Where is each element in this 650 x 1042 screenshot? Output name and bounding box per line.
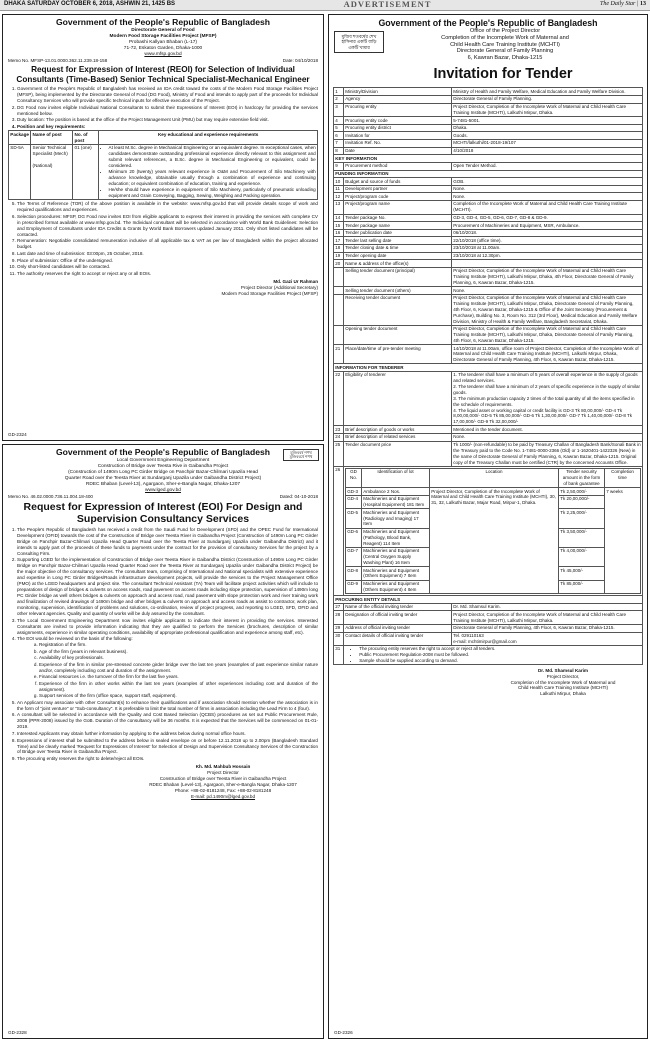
ad1-memo-row: Memo No. MFSP-13.01.0000.362.11.239.18-158 Date: 04/10/2018 <box>8 58 318 64</box>
ad1-list-a <box>8 86 318 130</box>
table-row: 12 Project/program code None. <box>334 193 643 201</box>
masthead-paper: The Daily Star | 13 <box>600 1 646 8</box>
table-row: 5 Procuring entity district Dhaka. <box>334 124 643 132</box>
list-item: 6. A consultant will be selected in accordance with the Quality and Cost Based Selection (QCBS) procedures as set out Public Procurement Rule, 2008 (PPR-2008) issued by the GoB. Duration of the consultancy will be 36 months. It is expected that the Services will be commenced on 01-01-2019. <box>17 712 318 730</box>
table-row: 27 Name of the official inviting tender Dr. Md. Shamsul Karim. <box>334 603 643 611</box>
table-row: 4 Procuring entity code 5-7481-5001. <box>334 117 643 125</box>
table-row: 18 Tender closing date & time 23/10/2018 at 11.00am. <box>334 245 643 253</box>
list-item: 9. The procuring entity reserves the right to delete/reject all EOIs. <box>17 756 318 762</box>
list-item: 4. The EOI would be reviewed on the basis of the following: a. Registration of the firm. b. Age of the firm (years in relevant business). c. Availability of key professionals. d. Experience of the firm in similar pre-stressed concrete girder bridge over the last ten years (examples of past experience similar nature and/or, completely including cost and duration of the assignment. e. Financial resources i.e. the turnover of the firm for the last five years. f. Experience of the firm in other works within the last ten years (examples of other experiences including cost and duration of the assignment). g. Support services of the firm (office space, support staff, equipment). <box>17 636 318 699</box>
ad1-position-table: Package Name of post No. of post Key educational and experience requirements SD-5A Senior Technical Specialist (Mech) (National) 01 (one) • At least M.Sc. degree in Mechanical Engineering or an equivalent degree. In exceptional cases, when candidates demonstrate outstanding professional experience directly relevant to this assignment and submit relevant references, a B.Sc. degree in Mechanical Engineering or equivalent, could be considered. • Minimum 20 (twenty) years relevant experience in O&M and Procurement of Silo Machinery with advance knowledge, obtainable usually through a combination of experience and continuing education; or equivalent combination of education, training and experience. • He/she should have experience in equipment of Silo Machinery, particularly of pneumatic unloading equipment and Grain Conveying, Bagging, Sewing, Weighing and Packing operation. <box>8 130 318 200</box>
table-row: 17 Tender last selling date 22/10/2018 (office time). <box>334 237 643 245</box>
table-row: 26 GD No. Identification of lot Location Tender security amount in the form of bank guarantee Completion time GD-3 Ambulance 2 Nos. Project Director, Completion of the Incomplete Work of Maternal and Child Health Care Training Institute (MCHTI), 30, 31, 32, Lalkuthi Bazar, Majar Road, Mirpur-1, Dhaka. Tk 2,50,000/- 7 weeks GD-4 Machineries and Equipment (Hospital Equipment) 181 Item Tk 20,00,000/- GD-5 Machineries and Equipment (Radiology and Imaging) 17 Item Tk 2,25,000/- GD-6 Machineries and Equipment (Pathology, Blood Bank, Reagent) 114 Item Tk 3,50,000/- GD-7 Machineries and Equipment (Central Oxygen Supply Washing Plant) 16 Item Tk 4,00,000/- GD-8 Machineries and Equipment (Others Equipment) 7 Item Tk 45,000/- GD-9 Machineries and Equipment (Others Equipment) 4 Item Tk 85,000/- <box>334 466 643 595</box>
table-row: 7 Invitation Ref. No. MCHTI/lalkuthi/01-2018-19/107 <box>334 140 643 148</box>
table-row: 25 Tender document price Tk 1000/- (non-refundable) to be paid by Treasury Challan of Bangladesh Bank/Sonali Bank in the Treasury paid to the Code No. 1-7481-0000-2366 (Old) or 1-1620401-1422326 (New) in the name of Directorate General of Family Planning, 6, Kawran Bazar, Dhaka-1215. Original copy of the Treasury Challan must be certified (CTR) by the concerned Accounts Office. <box>335 442 641 465</box>
table-row: 23 Brief description of goods or works Mentioned in the tender document. <box>334 426 643 434</box>
ad2-heading: Government of the People's Republic of Bangladesh <box>55 447 271 457</box>
lot-location: Project Director, Completion of the Incomplete Work of Maternal and Child Health Care Training Institute (MCHTI), 30, 31, 32, Lalkuthi Bazar, Majar Road, Mirpur-1, Dhaka. <box>430 488 559 594</box>
ad3-title: Invitation for Tender <box>433 65 573 82</box>
list-item: 2. Supporting LGED for the implementation of Construction of Bridge over Teesta River in Gaibandha District (Construction of 1490m Long PC Girder Bridge on Panchpir Bazar-Chilmari Upazila Head Quarter Road over the Teesta River at Sundarganj Upazila under Gaibandha District Project) be the major objective of the consultancy services. The consultant team, comprising of International and National specialists with extensive experience and expertise in Long PC Girder Bridges/Roads infrastructure development projects, will provide the services to the Project Management Office (PMO) at the LGED headquarters and project site. The consultant Technical Assistant (TA) Team will facilitate project activities which will include to preparations of design of bridges & culverts on access roads, road pavement on access roads including slope protection, supervision of 1490m long PC Girder bridge as well others bridges & culverts on approach and access road, road pavement with slope protection work and river training work and finalization of revised drawings of 1490m bridge and other bridges & culverts on approach and access roads as assist to contractor, work plan, monitoring, supervision, identification of problems and solutions, co-ordination, review of project progress, and reporting to LGED, SFD, OFID and other relevant agencies. Quality and quantity of works will be duly assured by the consultant. <box>17 557 318 617</box>
table-row: 1 Ministry/Division Ministry of Health and Family Welfare, Medical Education and Family Welfare Division. <box>334 88 643 96</box>
ad1-address: Probashi Kallyan Bhaban (L-17) 71-72, Eskaton Garden, Dhaka-1000 www.mfsp.gov.bd <box>123 40 203 58</box>
list-item: 7. Remuneration: Negotiable consolidated remuneration inclusive of all applicable tax & VAT as per law of Bangladesh within the project allocated budget. <box>17 238 318 250</box>
list-item: 9. Place of submission: Office of the undersigned. <box>17 258 318 264</box>
ad2-email-link[interactable]: E-mail: pd.1490m@lged.gov.bd <box>190 793 256 799</box>
lot-row: GD-5 Machineries and Equipment (Radiology and Imaging) 17 Item Tk 2,25,000/- <box>346 509 641 528</box>
table-row: 19 Tender opening date 23/10/2018 at 12.30pm. <box>334 252 643 260</box>
section-heading: FUNDING INFORMATION <box>334 170 643 178</box>
ad1-list-b <box>8 201 318 276</box>
table-row: 28 Designation of official inviting tender Project Director, Completion of the Incomplete Work of Maternal and Child Health Care Training Institute (MCHTI), Lalkuthi Mirpur, Dhaka. <box>334 611 643 624</box>
table-row: Receiving tender document Project Director, Completion of the Incomplete Work of Maternal and Child Health Care Training Institute (MCHTI), Lalkuthi Mirpur, Dhaka, Directorate General of Family Planning, 4th Floor, 6, Kawran Bazar, Dhaka-1215 & Office of the Joint Secretary (Procurement & Purchase), Building No. 3, Room No. 312 (3rd Floor), Medical Education and Family Welfare Division, Ministry of Health & Family Welfare, Bangladesh Secretariat, Dhaka. <box>334 294 643 325</box>
list-item: 1. The People's Republic of Bangladesh has received a credit from the Saudi Fund for Development (SFD) and the OPEC Fund for International Development (OFID) towards the cost of the Construction of Bridge over Teesta River in Gaibandha Project (Construction of 1490m Long PC Girder Bridge on Panchpir Bazar-Chilmari Upazila Head Quarter Road over the Teesta River at Sundarganj Upazila under Gaibandha District) and it intends to apply part of the proceeds of these funds to payments under the contract for the provision of consultancy Services for the project by a Consulting Firm. <box>17 527 318 557</box>
section-heading: INFORMATION FOR TENDERER <box>334 364 643 372</box>
ad1-title: Request for Expression of Interest (REOI) for Selection of Individual Consultants (Time-Based) Senior Technical Specialist-Mechanical Engineer <box>16 65 310 84</box>
ad-mfsp-reoi <box>2 14 324 441</box>
list-item: 2. DG Food now invites eligible Individual National Consultants to submit their Expressions of Interest (EOI) in hardcopy for providing the services mentioned below. <box>17 105 318 117</box>
list-item: 3. Duty location: The position is based at the office of the Project Management Unit (PMU) but may require extensive field visit. <box>17 117 318 123</box>
table-row: 21 Place/date/time of pre-tender meeting 14/10/2018 at 11.00am, office room of Project Director, Completion of the Incomplete Work of Maternal and Child Health Care Training Institute (MCHTI), Lalkuthi Mirpur, Dhaka, Directorate General of Family Planning, 4th Floor, 6, Kawran Bazar, Dhaka-1215. <box>334 345 643 364</box>
list-item: 10. Only short-listed candidates will be contacted. <box>17 264 318 270</box>
ad3-sub: Office of the Project Director Completion of the Incomplete Work of Maternal and Child Health Care Training Institute (MCHTI) Directorate General of Family Planning 6, Kawran Bazar, Dhaka-1215 <box>441 28 569 61</box>
table-row: 20 Name & address of the office(s) <box>334 260 643 268</box>
ad3-signature: Dr. Md. Shamsul Karim Project Director, Completion of the Incomplete Work of Maternal and Child Health Care Training Institute (MCHTI) Lalkuthi Mirpur, Dhaka <box>510 668 616 697</box>
ad2-criteria: a. Registration of the firm. b. Age of the firm (years in relevant business). c. Availability of key professionals. d. Experience of the firm in similar pre-stressed concrete girder bridge over the last ten years (examples of past experience similar nature and/or, completely including cost and duration of the assignment. e. Financial resources i.e. the turnover of the firm for the last five years. f. Experience of the firm in other works within the last ten years (examples of other experiences including cost and duration of the assignment). g. Support services of the firm (office space, support staff, equipment). <box>17 642 318 699</box>
table-row: 22 Eligibility of tenderer 1. The tenderer shall have a minimum of 5 years of overall experience in the supply of goods and related services. 2. The tenderer shall have a minimum of 2 years of specific experience in the supply of similar goods. 3. The minimum production capacity 2 times of the total quantity of all the items specified in the schedule of requirements. 4. The liquid asset or working capital or credit facility is GD-3 Tk 80,00,000/- GD-4 Tk 8,00,00,000/- GD-5 Tk 85,00,000/- GD-6 Tk 1,30,00,000/- GD-7 Tk 1,40,00,000/- GD-8 Tk 17,00,000/- GD-9 Tk 32,00,000/- <box>334 372 643 426</box>
table-row: SD-5A Senior Technical Specialist (Mech) (National) 01 (one) • At least M.Sc. degree in Mechanical Engineering or an equivalent degree. In exceptional cases, when candidates demonstrate outstanding professional experience directly relevant to this assignment and submit relevant references, a B.Sc. degree in Mechanical Engineering or equivalent, could be considered. • Minimum 20 (twenty) years relevant experience in O&M and Procurement of Silo Machinery with advance knowledge, obtainable usually through a combination of experience and continuing education; or equivalent combination of education, training and experience. • He/she should have experience in equipment of Silo Machinery, particularly of pneumatic unloading equipment and Grain Conveying, Bagging, Sewing, Weighing and Packing operation. <box>9 144 318 200</box>
lot-row: GD-4 Machineries and Equipment (Hospital Equipment) 181 Item Tk 20,00,000/- <box>346 495 641 508</box>
table-row: 8 Date 4/10/2018 <box>334 147 643 155</box>
list-item: 6. Selection procedures: MFSP, DG Food now invites EOI from eligible applicants to express their interest in providing the services with complete CV in prescribed format available at www.mfsp.gov.bd. The Individual consultant will be selected in accordance with World Bank Guidelines: Selection and Employment of Consultants under IDA Credits & Grants by World Bank Borrowers updated January 2011. Only short listed candidates will be contacted. <box>17 214 318 238</box>
list-item: 8. Expressions of interest shall be submitted to the address below in sealed envelope on or before 12.11.2018 up to 2.00pm (Bangladesh Standard Time) and be clearly marked 'Request for Expressions of Interest' for Selection of Design and Supervision Consultancy Services of the Construction of Bridge over Teesta River in Gaibandha Project. <box>17 738 318 756</box>
table-row: 10 Budget and source of funds GOB. <box>334 178 643 186</box>
table-row: 11 Development partner None. <box>334 185 643 193</box>
table-row: 2 Agency Directorate General of Family Planning. <box>334 96 643 104</box>
lot-row: GD-9 Machineries and Equipment (Others Equipment) 4 Item Tk 85,000/- <box>346 580 641 593</box>
ad2-title: Request for Expression of Interest (EOI) For Design and Supervision Consultancy Services <box>23 500 303 525</box>
list-item: 11. The authority reserves the right to accept or reject any or all EOIs. <box>17 271 318 277</box>
ad1-gd-code: GD-2324 <box>8 432 27 438</box>
ad3-logo: মুজিব শতবর্ষের শেখ হাসিনার একটি বাড়ি একটি খামার <box>334 31 384 53</box>
ad3-heading: Government of the People's Republic of Bangladesh <box>378 18 598 28</box>
table-row: Selling tender document (principal) Project Director, Completion of the Incomplete Work of Maternal and Child Health Care Training Institute (MCHTI), Lalkuthi Mirpur, Dhaka, 4th Floor, Directorate General of Family Planning, 6, Kawran Bazar, Dhaka-1215. <box>334 267 643 286</box>
ad2-sub: Local Government Engineering Department Construction of Bridge over Teesta Rive in Gaibandha Project (Construction of 1490m Long PC Girder Bridge on Panchpir Bazar-Chilmari Upazila Head Quarter Road over the Teesta River at Sundarganj Upazila under Gaibandha District Project) RDEC Bhaban (Level-13), Agargaon, Sher-e-Bangla Nagar, Dhaka-1207 www.lged.gov.bd <box>64 457 262 493</box>
list-item: 3. The Local Government Engineering Department now invites eligible applicants to indicate their interest in providing the services. Interested Consultants are invited to provide information indicating that they are qualified to perform the Services (brochures, description of similar assignments, experience in similar operating conditions, availability of appropriate professional qualification and experience among staff, etc). <box>17 618 318 636</box>
masthead <box>0 0 650 11</box>
table-row: 13 Project/program name Completion of the Incomplete Work of Maternal and Child Health Care Training Institute (MCHTI). <box>334 201 643 214</box>
list-item: 1. Government of the People's Republic of Bangladesh has received an IDA credit toward the costs of the Modern Food Storage Facilities Project (MFSP), being implemented by the Directorate General of Food (DG Food), Ministry of Food and intends to apply part of the proceeds for Individual Consultancy Services who will provide specific technical inputs for effective execution of the Project. <box>17 86 318 104</box>
ad3-lot-table: GD No. Identification of lot Location Tender security amount in the form of bank guarantee Completion time GD-3 Ambulance 2 Nos. Project Director, Completion of the Incomplete Work of Maternal and Child Health Care Training Institute (MCHTI), 30, 31, 32, Lalkuthi Bazar, Majar Road, Mirpur-1, Dhaka. Tk 2,50,000/- 7 weeks GD-4 Machineries and Equipment (Hospital Equipment) 181 Item Tk 20,00,000/- GD-5 Machineries and Equipment (Radiology and Imaging) 17 Item Tk 2,25,000/- GD-6 Machineries and Equipment (Pathology, Blood Bank, Reagent) 114 Item Tk 3,50,000/- GD-7 Machineries and Equipment (Central Oxygen Supply Washing Plant) 16 Item Tk 4,00,000/- GD-8 Machineries and Equipment (Others Equipment) 7 Item Tk 45,000/- GD-9 Machineries and Equipment (Others Equipment) 4 Item Tk 85,000/- <box>345 468 641 594</box>
table-row: 9 Procurement method Open Tender Method. <box>334 162 643 170</box>
table-row: 24 Brief description of related services None. <box>334 434 643 442</box>
ad2-list-a <box>8 527 318 762</box>
table-row: 29 Address of official inviting tender Directorate General of Family Planning, 4th Floor, 6, Kawran Bazar, Dhaka-1215. <box>334 624 643 632</box>
lot-row: GD-3 Ambulance 2 Nos. Project Director, Completion of the Incomplete Work of Maternal and Child Health Care Training Institute (MCHTI), 30, 31, 32, Lalkuthi Bazar, Majar Road, Mirpur-1, Dhaka. Tk 2,50,000/- 7 weeks <box>346 488 641 496</box>
table-row: 31 • The procuring entity reserves the right to accept or reject all tenders. • Public Procurement Regulation-2008 must be followed. • Sample should be supplied according to demand. <box>334 645 643 664</box>
table-row: Opening tender document Project Director, Completion of the Incomplete Work of Maternal and Child Health Care Training Institute (MCHTI), Lalkuthi Mirpur, Dhaka, Directorate General of Family Planning, 4th Floor, 6, Kawran Bazar, Dhaka-1215. <box>334 325 643 344</box>
table-row: 14 Tender package No. GD-3, GD-4, GD-5, GD-6, GD-7, GD-8 & GD-9. <box>334 214 643 222</box>
lot-row: GD-6 Machineries and Equipment (Pathology, Blood Bank, Reagent) 114 Item Tk 3,50,000/- <box>346 528 641 547</box>
section-heading: PROCURING ENTITY DETAILS <box>334 596 643 604</box>
list-item: 4. Position and key requirements: <box>17 124 318 130</box>
table-row: Selling tender document (others) None. <box>334 287 643 295</box>
table-row: 6 Invitation for Goods. <box>334 132 643 140</box>
ad2-memo-row: Memo No. 46.02.0000.736.11.004.18-400 Dated: 04-10-2018 <box>8 493 318 499</box>
lot-row: GD-7 Machineries and Equipment (Central Oxygen Supply Washing Plant) 16 Item Tk 4,00,000/- <box>346 547 641 566</box>
ad2-website-link[interactable]: www.lged.gov.bd <box>145 487 181 493</box>
table-row: 15 Tender package name Procurement of Machineries and Equipment, MSR, Ambulance. <box>334 222 643 230</box>
table-row: 30 Contact details of official inviting tender Tel. 029110163 e-mail: mchtimirpur@gmail.com <box>334 632 643 645</box>
ad1-sub: Directorate General of Food Modern Food Storage Facilities Project (MFSP) <box>109 27 217 40</box>
table-row: 16 Tender publication date 06/10/2018. <box>334 229 643 237</box>
ad-mchti-tender <box>328 14 648 1039</box>
masthead-date: DHAKA SATURDAY OCTOBER 6, 2018, ASHWIN 21, 1425 BS <box>4 1 176 8</box>
lot-completion: 7 weeks <box>605 488 641 594</box>
section-heading: KEY INFORMATION <box>334 155 643 163</box>
lot-row: GD-8 Machineries and Equipment (Others Equipment) 7 Item Tk 45,000/- <box>346 567 641 580</box>
ad1-website-link[interactable]: www.mfsp.gov.bd <box>144 52 182 58</box>
ad3-tender-table <box>333 87 643 665</box>
list-item: 7. Interested Applicants may obtain further information by applying to the address below during normal office hours. <box>17 731 318 737</box>
ad2-mujib-logo: মুজিববর্ষ শপথ মুজিববর্ষে শপথ <box>283 449 319 461</box>
table-row: 3 Procuring entity Project Director, Completion of the Incomplete Work of Maternal and Child Health Care Training Institute (MCHTI), Lalkuthi Mirpur, Dhaka. <box>334 103 643 116</box>
ad1-heading: Government of the People's Republic of Bangladesh <box>55 17 271 27</box>
ad1-signature: Md. Gazi Ur Rahman Project Director (Additional Secretary) Modern Food Storage Facilities Project (MFSP) <box>221 278 318 296</box>
list-item: 8. Last date and time of submission: 03:00pm, 25 October, 2018. <box>17 251 318 257</box>
ad-lged-eoi <box>2 444 324 1039</box>
ad3-gd-code: GD-2326 <box>334 1030 353 1036</box>
masthead-section: ADVERTISEMENT <box>343 0 432 10</box>
list-item: 5. An Applicant may associate with other Consultant(s) to enhance their qualifications and if association should mention whether the association is in the form of "joint venture" or "Sub-consultancy". It is preferable to limit the total number of firms in association including the Lead Firm to 4 (four). <box>17 700 318 712</box>
ad2-gd-code: GD-2328 <box>8 1030 27 1036</box>
ad2-signature: Kh. Md. Mahbub Hossain Project Director Construction of Bridge over Teesta River in Gaibandha Project RDEC Bhaban (Level-13), Agargaon, Sher-e-Bangla Nagar, Dhaka-1207 Phone: +88-02-8181248, Fax: +88-02-8181248 E-mail: pd.1490m@lged.gov.bd <box>149 764 297 799</box>
list-item: 5. The Terms of Reference (TOR) of the above position is available in the website: www.mfsp.gov.bd that will provide details scope of work and required qualifications and experiences. <box>17 201 318 213</box>
